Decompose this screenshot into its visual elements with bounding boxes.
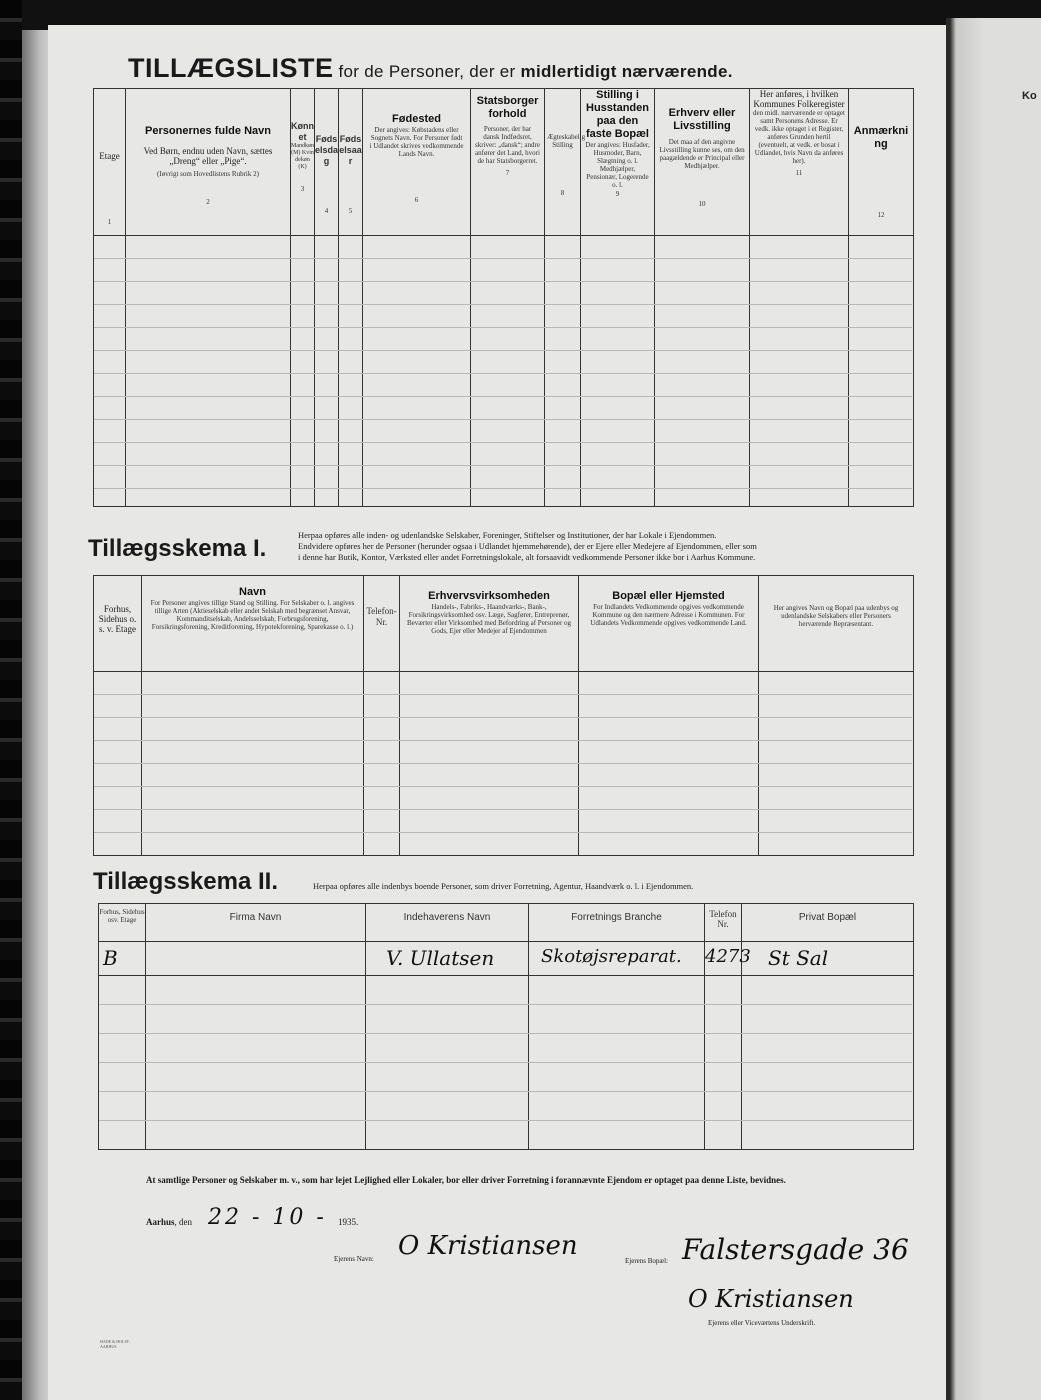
- col-anmaerkning: Anmærkning 12: [849, 89, 914, 236]
- s1-col-etage: Forhus, Sidehus o. s. v. Etage: [94, 576, 142, 672]
- cell-navn[interactable]: [126, 236, 291, 507]
- place-name: Aarhus: [146, 1217, 175, 1227]
- owner-address: Falstersgade 36: [682, 1233, 909, 1266]
- book-spine: [0, 0, 22, 1400]
- s2-empty-telefon[interactable]: [705, 976, 742, 1150]
- cell-erhverv[interactable]: [655, 236, 750, 507]
- s1-cell-etage[interactable]: [94, 672, 142, 856]
- s1-col-bopael: Bopæl eller Hjemsted For Indlandets Vedkommende opgives vedkommende Kommune og den nærmere Adresse i Kommunen. For Udlandets Vedkommende opgives vedkommende Land.: [579, 576, 759, 672]
- col-erhverv: Erhverv eller Livsstilling Det maa af den angivne Livsstilling kunne ses, om den paagældende er Principal eller Medhjælper. 10: [655, 89, 750, 236]
- cell-anmaerkning[interactable]: [849, 236, 914, 507]
- footer-date: 22 - 10 -: [208, 1205, 327, 1230]
- cell-aar[interactable]: [339, 236, 363, 507]
- s2-empty-etage[interactable]: [99, 976, 146, 1150]
- s2-cell-branche[interactable]: Skotøjsreparat.: [529, 942, 705, 976]
- s1-cell-navn[interactable]: [142, 672, 364, 856]
- form-page: [48, 25, 946, 1400]
- s2-cell-etage[interactable]: B: [99, 942, 146, 976]
- s1-cell-bopael[interactable]: [579, 672, 759, 856]
- skema2-body: [99, 976, 914, 1150]
- col-stilling: Stilling i Husstanden paa den faste Bopæl Der angives: Husfader, Husmoder, Barn, Slægtning o. l. Medhjælper, Pensionær, Logerende o. l. 9: [581, 89, 655, 236]
- col-etage: Etage 1: [94, 89, 126, 236]
- s2-empty-bopael[interactable]: [742, 976, 914, 1150]
- signature-label: Ejerens eller Viceværtens Underskrift.: [708, 1319, 816, 1327]
- s2-col-firma: Firma Navn: [146, 904, 366, 942]
- cell-stilling[interactable]: [581, 236, 655, 507]
- s2-cell-indehaver[interactable]: V. Ullatsen: [366, 942, 529, 976]
- col-foedselsdag: Fødselsdag 4: [315, 89, 339, 236]
- s2-cell-bopael[interactable]: St Sal: [742, 942, 914, 976]
- tillaegsliste-title: [128, 53, 733, 84]
- skema2-table: [98, 903, 914, 1150]
- cell-folkeregister[interactable]: [750, 236, 849, 507]
- address-label: Ejerens Bopæl:: [625, 1257, 668, 1265]
- skema1-body: [94, 672, 914, 856]
- s1-cell-telefon[interactable]: [364, 672, 400, 856]
- skema1-title: Tillægsskema I.: [88, 535, 267, 562]
- owner-signature: O Kristiansen: [688, 1285, 854, 1313]
- s2-col-indehaver: Indehaverens Navn: [366, 904, 529, 942]
- col-koennet: Kønnet Mandkøn (M) Kvindekøn (K) 3: [291, 89, 315, 236]
- col-folkeregister: Her anføres, i hvilken Kommunes Folkeregister den midl. nærværende er optaget samt Personens Adresse. Er vedk. ikke optaget i et Register, anføres Grunden hertil (eventuelt, at vedk. er bosat i Udlandet, hvis Navn da anføres her). 11: [750, 89, 849, 236]
- next-page: [946, 18, 1041, 1400]
- col-aegteskab: Ægteskabelig Stilling 8: [545, 89, 581, 236]
- skema1-table: [93, 575, 914, 856]
- s2-row-1: [99, 942, 914, 976]
- owner-label: Ejerens Navn:: [334, 1255, 374, 1263]
- skema1-desc-1: Herpaa opføres alle inden- og udenlandske Selskaber, Foreninger, Stiftelser og Institutioner, der har Lokale i Ejendommen.: [298, 530, 717, 540]
- s1-col-navn: Navn For Personer angives tillige Stand og Stilling. For Selskaber o. l. angives tillige Arten (Aktieselskab eller andet Selskab med begrænset Ansvar, Kommanditselskab, Andelsselskab, Forbrugsforening, Forsikringsforening, Kreditforening, Hypotekforening, Sparekasse o. l.): [142, 576, 364, 672]
- col-navn: Personernes fulde Navn Ved Børn, endnu uden Navn, sættes „Dreng“ eller „Pige“. (Iøvrigt som Hovedlistens Rubrik 2) 2: [126, 89, 291, 236]
- footer-statement: At samtlige Personer og Selskaber m. v., som har lejet Lejlighed eller Lokaler, bor eller driver Forretning i forannævnte Ejendom er optaget paa denne Liste, bevidnes.: [146, 1175, 786, 1185]
- footer-place: [146, 1217, 192, 1227]
- title-rest-bold: midlertidigt nærværende.: [520, 62, 733, 81]
- s2-col-telefon: Telefon Nr.: [705, 904, 742, 942]
- skema1-description: [298, 530, 928, 563]
- tillaegsliste-table: [93, 88, 914, 507]
- cell-statsborger[interactable]: [471, 236, 545, 507]
- tillaegsliste-body: [94, 236, 914, 507]
- cell-koen[interactable]: [291, 236, 315, 507]
- title-bold: TILLÆGSLISTE: [128, 53, 334, 83]
- skema1-desc-3: i denne har Butik, Kontor, Værksted eller andet Forretningslokale, alt forsaavidt vedkommende Personer ikke bor i Aarhus Kommune.: [298, 552, 756, 562]
- s2-empty-branche[interactable]: [529, 976, 705, 1150]
- s1-cell-repraesentant[interactable]: [759, 672, 914, 856]
- col-statsborger: Statsborgerforhold Personer, der har dansk Indfødsret, skriver: „dansk“; andre anfører det Land, hvori de har Statsborgerret. 7: [471, 89, 545, 236]
- title-rest: for de Personer, der er: [333, 62, 521, 81]
- next-page-text: Ko: [1022, 90, 1037, 102]
- s2-col-bopael: Privat Bopæl: [742, 904, 914, 942]
- s2-empty-firma[interactable]: [146, 976, 366, 1150]
- cell-aegteskab[interactable]: [545, 236, 581, 507]
- den-label: , den: [174, 1217, 193, 1227]
- skema2-title: Tillægsskema II.: [93, 868, 278, 895]
- col-foedselsaar: Fødselsaar 5: [339, 89, 363, 236]
- s2-col-branche: Forretnings Branche: [529, 904, 705, 942]
- col-foedested: Fødested Der angives: Købstadens eller Sognets Navn. For Personer født i Udlandet skrives vedkommende Lands Navn. 6: [363, 89, 471, 236]
- cell-dag[interactable]: [315, 236, 339, 507]
- s2-empty-indehaver[interactable]: [366, 976, 529, 1150]
- s2-col-etage: Forhus, Sidehus osv. Etage: [99, 904, 146, 942]
- skema1-desc-2: Endvidere opføres her de Personer (herunder ogsaa i Udlandet hjemmehørende), der er Ejere eller Medejere af Ejendommen, eller som: [298, 541, 757, 551]
- s1-cell-erhverv[interactable]: [400, 672, 579, 856]
- s1-col-telefon: Telefon-Nr.: [364, 576, 400, 672]
- s2-cell-telefon[interactable]: 4273: [705, 942, 742, 976]
- owner-name: O Kristiansen: [398, 1231, 578, 1261]
- skema2-description: Herpaa opføres alle indenbys boende Personer, som driver Forretning, Agentur, Haandværk o. l. i Ejendommen.: [313, 881, 694, 891]
- s2-cell-firma[interactable]: [146, 942, 366, 976]
- s1-col-repraesentant: Her angives Navn og Bopæl paa udenbys og udenlandske Selskabers eller Personers herværende Repræsentant.: [759, 576, 914, 672]
- cell-etage[interactable]: [94, 236, 126, 507]
- printer-mark: HADE & HOLST, AARHUS: [100, 1339, 130, 1349]
- footer-year: 1935.: [338, 1217, 359, 1227]
- s1-col-erhverv: Erhvervsvirksomheden Handels-, Fabriks-, Haandværks-, Bank-, Forsikringsvirksomhed osv. Læge, Sagfører, Entreprenør, Beværter eller Virksomhed med Befordring af Personer og Gods, Ejer eller Medejer af Ejendommen: [400, 576, 579, 672]
- cell-foedested[interactable]: [363, 236, 471, 507]
